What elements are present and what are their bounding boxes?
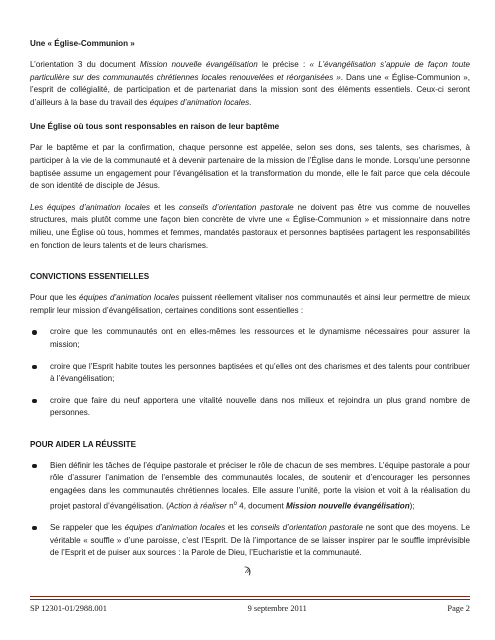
footer-page-number: Page 2 bbox=[447, 604, 470, 613]
section-heading-reussite: POUR AIDER LA RÉUSSITE bbox=[30, 439, 136, 449]
paragraph-convictions-intro: Pour que les équipes d’animation locales puissent réellement vitaliser nos communautés et ainsi leur permettre de mieux remplir leur mission d’évangélisation, certaines conditions sont essentielles : bbox=[30, 293, 470, 315]
ornament-icon: ϡ bbox=[244, 562, 251, 576]
bullet-icon bbox=[32, 464, 37, 469]
bullet-icon bbox=[32, 399, 37, 404]
footer-rule-thin bbox=[30, 599, 470, 600]
list-item: croire que l’Esprit habite toutes les personnes baptisées et qu’elles ont des charismes et des talents pour contribuer à l’évangélisation; bbox=[30, 361, 470, 386]
document-body bbox=[30, 38, 470, 560]
footer-date: 9 septembre 2011 bbox=[247, 604, 307, 613]
list-item: croire que faire du neuf apportera une vitalité nouvelle dans nos milieux et rejoindra un plus grand nombre de personnes. bbox=[30, 395, 470, 420]
list-item: Se rappeler que les équipes d’animation locales et les conseils d’orientation pastorale ne sont que des moyens. Le véritable « souffle » d’une paroisse, c’est l’Esprit. De là l’importance de se laisser inspirer par le souffle imprévisible de l’Esprit et de puiser aux sources : la Parole de Dieu, l’Eucharistie et la communauté. bbox=[30, 522, 470, 560]
doc-title: Mission nouvelle évangélisation bbox=[139, 60, 258, 69]
list-item: croire que les communautés ont en elles-mêmes les ressources et le dynamisme nécessaires pour assurer la mission; bbox=[30, 326, 470, 351]
bullet-icon bbox=[32, 526, 37, 531]
footer-rule bbox=[30, 596, 470, 597]
section-heading-responsables: Une Église où tous sont responsables en raison de leur baptême bbox=[30, 122, 280, 132]
paragraph-equipes: Les équipes d’animation locales et les conseils d’orientation pastorale ne doivent pas être vus comme de nouvelles structures, mais plutôt comme une façon bien concrète de vivre une « Église-Communion » et missionnaire dans notre milieu, une Église où tous, hommes et femmes, mandatés pastoraux et personnes baptisées partagent les responsabilités en fonction de leurs talents et de leurs charismes. bbox=[30, 202, 471, 250]
quote: « L’évangélisation s’appuie de façon toute particulière sur des communautés chrétiennes locales renouvelées et réorganisées » bbox=[30, 60, 470, 82]
paragraph-orientation: L’orientation 3 du document Mission nouvelle évangélisation le précise : « L’évangélisation s’appuie de façon toute particulière sur des communautés chrétiennes locales renouvelées et réorganisées ». Dans une « Église-Communion », l’esprit de collégialité, de participation et de partenariat dans la mission sont des éléments essentiels. Ceux-ci seront d’ailleurs à la base du travail des équipes d’animation locales. bbox=[30, 60, 470, 107]
page-footer bbox=[30, 604, 470, 613]
section-heading-eglise-communion: Une « Église-Communion » bbox=[30, 39, 135, 48]
footer-reference: SP 12301-01/2988.001 bbox=[30, 604, 107, 613]
paragraph-bapteme: Par le baptême et par la confirmation, chaque personne est appelée, selon ses dons, ses talents, ses charismes, à participer à la vie de la communauté et à devenir partenaire de la mission de l’Église dans le monde. Lorsqu’une personne baptisée assume un engagement pour l’évangélisation et la transformation du monde, elle le fait parce que cela découle de son identité de disciple de Jésus. bbox=[30, 143, 470, 191]
bullet-icon bbox=[32, 330, 37, 335]
list-item: Bien définir les tâches de l’équipe pastorale et préciser le rôle de chacun de ses membres. L’équipe pastorale a pour rôle d’assurer l’animation de l’ensemble des communautés locales, de soutenir et d’encourager les personnes engagées dans les communautés chrétiennes locales. Elle assure l’unité, porte la vision et voit à la réalisation du projet pastoral d’évangélisation. (Action à réaliser $n^o$ 4, document Mission nouvelle évangélisation); bbox=[30, 460, 470, 513]
section-heading-convictions: CONVICTIONS ESSENTIELLES bbox=[30, 272, 150, 282]
bullet-icon bbox=[32, 365, 37, 370]
